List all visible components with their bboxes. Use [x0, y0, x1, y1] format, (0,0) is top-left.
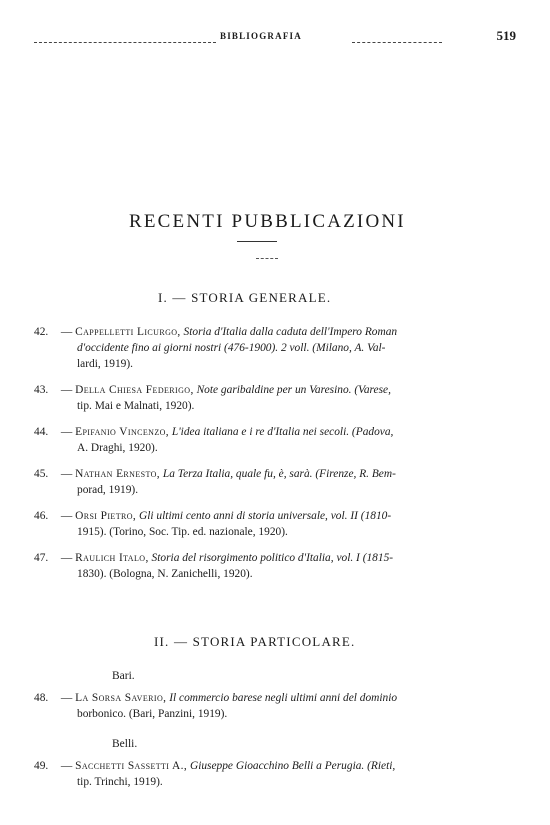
entry-number: 43.: [34, 384, 49, 396]
entry-continuation: 1830). (Bologna, N. Zanichelli, 1920).: [77, 568, 253, 580]
entry-continuation: tip. Trinchi, 1919).: [77, 776, 163, 788]
running-header: [34, 28, 516, 46]
entry-line: 46. — Orsi Pietro, Gli ultimi cento anni di storia universale, vol. II (1810-: [34, 510, 392, 522]
entry-line: 42. — Cappelletti Licurgo, Storia d'Italia dalla caduta dell'Impero Roman: [34, 326, 398, 338]
entry-work: Gli ultimi cento anni di storia universale, vol. II (1810-: [139, 510, 392, 522]
entry-continuation: porad, 1919).: [77, 484, 139, 496]
bibliography-entry-43: [34, 382, 490, 414]
header-rule-left: [34, 42, 216, 43]
entry-work: L'idea italiana e i re d'Italia nei secoli. (Padova,: [171, 426, 394, 438]
entry-line: 43. — Della Chiesa Federigo, Note garibaldine per un Varesino. (Varese,: [34, 384, 391, 396]
running-title: BIBLIOGRAFIA: [220, 31, 302, 41]
entry-continuation: A. Draghi, 1920).: [77, 442, 158, 454]
entry-number: 45.: [34, 468, 49, 480]
bibliography-entry-46: [34, 508, 490, 540]
entry-work: Storia del risorgimento politico d'Italia, vol. I (1815-: [151, 552, 394, 564]
entry-number: 46.: [34, 510, 49, 522]
header-rule-right: [352, 42, 442, 43]
entry-work: Storia d'Italia dalla caduta dell'Impero Roman: [183, 326, 398, 338]
entry-continuation: borbonico. (Bari, Panzini, 1919).: [77, 708, 228, 720]
entry-line: 47. — Raulich Italo, Storia del risorgimento politico d'Italia, vol. I (1815-: [34, 552, 394, 564]
entry-line: 48. — La Sorsa Saverio, Il commercio barese negli ultimi anni del dominio: [34, 692, 398, 704]
entry-work: La Terza Italia, quale fu, è, sarà. (Firenze, R. Bem-: [162, 468, 396, 480]
entry-author: Sacchetti Sassetti A.,: [75, 760, 188, 772]
entry-number: 44.: [34, 426, 49, 438]
entry-author: Nathan Ernesto,: [75, 468, 161, 480]
entry-line: 45. — Nathan Ernesto, La Terza Italia, quale fu, è, sarà. (Firenze, R. Bem-: [34, 468, 396, 480]
entry-number: 42.: [34, 326, 49, 338]
entry-author: Orsi Pietro,: [75, 510, 137, 522]
entry-author: Cappelletti Licurgo,: [75, 326, 181, 338]
entry-continuation: d'occidente fino ai giorni nostri (476-1900). 2 voll. (Milano, A. Val-: [77, 342, 386, 354]
section-heading-general: I. — STORIA GENERALE.: [158, 290, 332, 305]
bibliography-entry-47: [34, 550, 490, 582]
entry-line: 49. — Sacchetti Sassetti A., Giuseppe Gioacchino Belli a Perugia. (Rieti,: [34, 760, 396, 772]
entry-author: Epifanio Vincenzo,: [75, 426, 170, 438]
bibliography-entry-45: [34, 466, 490, 498]
bibliography-entry-49: [34, 758, 490, 790]
entry-work: Il commercio barese negli ultimi anni del dominio: [169, 692, 398, 704]
subsection-heading-bari: Bari.: [112, 670, 135, 682]
entry-author: Raulich Italo,: [75, 552, 149, 564]
subsection-heading-belli: Belli.: [112, 738, 138, 750]
entry-number: 48.: [34, 692, 49, 704]
entry-continuation: 1915). (Torino, Soc. Tip. ed. nazionale, 1920).: [77, 526, 288, 538]
title-rule-small: [256, 258, 278, 259]
entry-line: 44. — Epifanio Vincenzo, L'idea italiana e i re d'Italia nei secoli. (Padova,: [34, 426, 394, 438]
entry-work: Giuseppe Gioacchino Belli a Perugia. (Rieti,: [189, 760, 396, 772]
bibliography-entry-44: [34, 424, 490, 456]
page-number: 519: [496, 28, 516, 43]
section-heading-particular: II. — STORIA PARTICOLARE.: [154, 634, 356, 649]
page-title: RECENTI PUBBLICAZIONI: [129, 211, 406, 232]
title-rule: [237, 241, 277, 242]
entry-number: 47.: [34, 552, 49, 564]
bibliography-entry-42: [34, 324, 490, 372]
entry-continuation: lardi, 1919).: [77, 358, 133, 370]
entry-continuation: tip. Mai e Malnati, 1920).: [77, 400, 195, 412]
entry-number: 49.: [34, 760, 49, 772]
entry-author: La Sorsa Saverio,: [75, 692, 167, 704]
entry-work: Note garibaldine per un Varesino. (Varese,: [196, 384, 391, 396]
entry-author: Della Chiesa Federigo,: [75, 384, 194, 396]
bibliography-entry-48: [34, 690, 490, 722]
